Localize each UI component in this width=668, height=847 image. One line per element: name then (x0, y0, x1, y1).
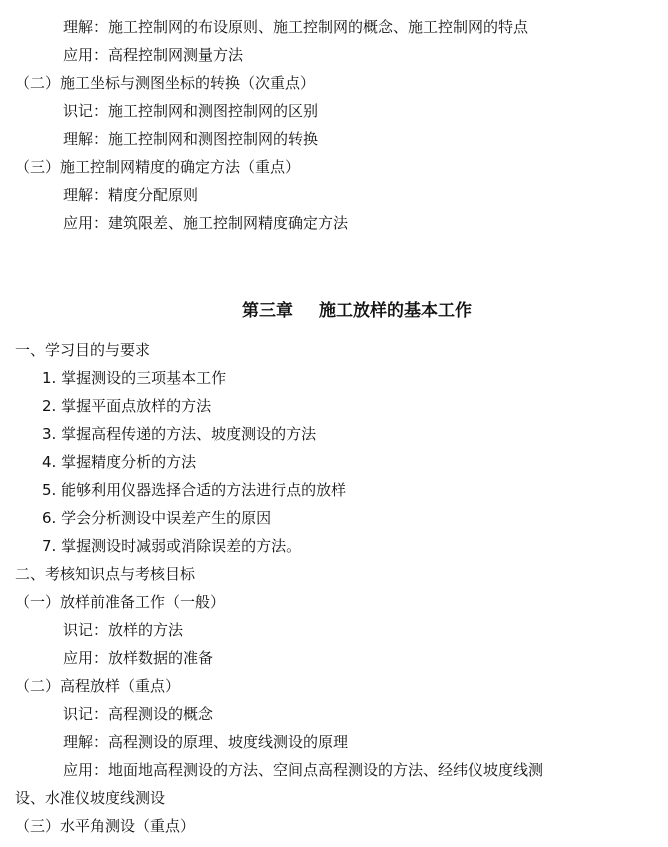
text-line: 识记：高程测设的概念 (63, 705, 214, 723)
chapter-title (242, 300, 472, 322)
section-heading: 二、考核知识点与考核目标 (15, 565, 196, 583)
list-item: 3. 掌握高程传递的方法、坡度测设的方法 (42, 425, 317, 443)
text-line: 应用：高程控制网测量方法 (63, 46, 244, 64)
text-line: 理解：高程测设的原理、坡度线测设的原理 (63, 733, 349, 751)
text-line: 理解：精度分配原则 (63, 186, 199, 204)
list-item: 6. 学会分析测设中误差产生的原因 (42, 509, 272, 527)
text-line: 识记：放样的方法 (63, 621, 184, 639)
section-heading: （二）施工坐标与测图坐标的转换（次重点） (15, 74, 316, 92)
section-heading: （三）施工控制网精度的确定方法（重点） (15, 158, 301, 176)
section-heading: （二）高程放样（重点） (15, 677, 181, 695)
section-heading: （三）水平角测设（重点） (15, 817, 196, 835)
text-line: 识记：施工控制网和测图控制网的区别 (63, 102, 319, 120)
list-item: 2. 掌握平面点放样的方法 (42, 397, 212, 415)
list-item: 7. 掌握测设时减弱或消除误差的方法。 (42, 537, 302, 555)
text-line: 理解：施工控制网的布设原则、施工控制网的概念、施工控制网的特点 (63, 18, 529, 36)
text-line: 应用：建筑限差、施工控制网精度确定方法 (63, 214, 349, 232)
list-item: 1. 掌握测设的三项基本工作 (42, 369, 227, 387)
text-line: 设、水准仪坡度线测设 (15, 789, 166, 807)
list-item: 4. 掌握精度分析的方法 (42, 453, 197, 471)
section-heading: 一、学习目的与要求 (15, 341, 151, 359)
chapter-number: 第三章 (242, 301, 293, 321)
chapter-name: 施工放样的基本工作 (319, 301, 472, 321)
section-heading: （一）放样前准备工作（一般） (15, 593, 226, 611)
list-item: 5. 能够利用仪器选择合适的方法进行点的放样 (42, 481, 347, 499)
text-line: 应用：放样数据的准备 (63, 649, 214, 667)
text-line: 理解：施工控制网和测图控制网的转换 (63, 130, 319, 148)
text-line: 应用：地面地高程测设的方法、空间点高程测设的方法、经纬仪坡度线测 (63, 761, 544, 779)
